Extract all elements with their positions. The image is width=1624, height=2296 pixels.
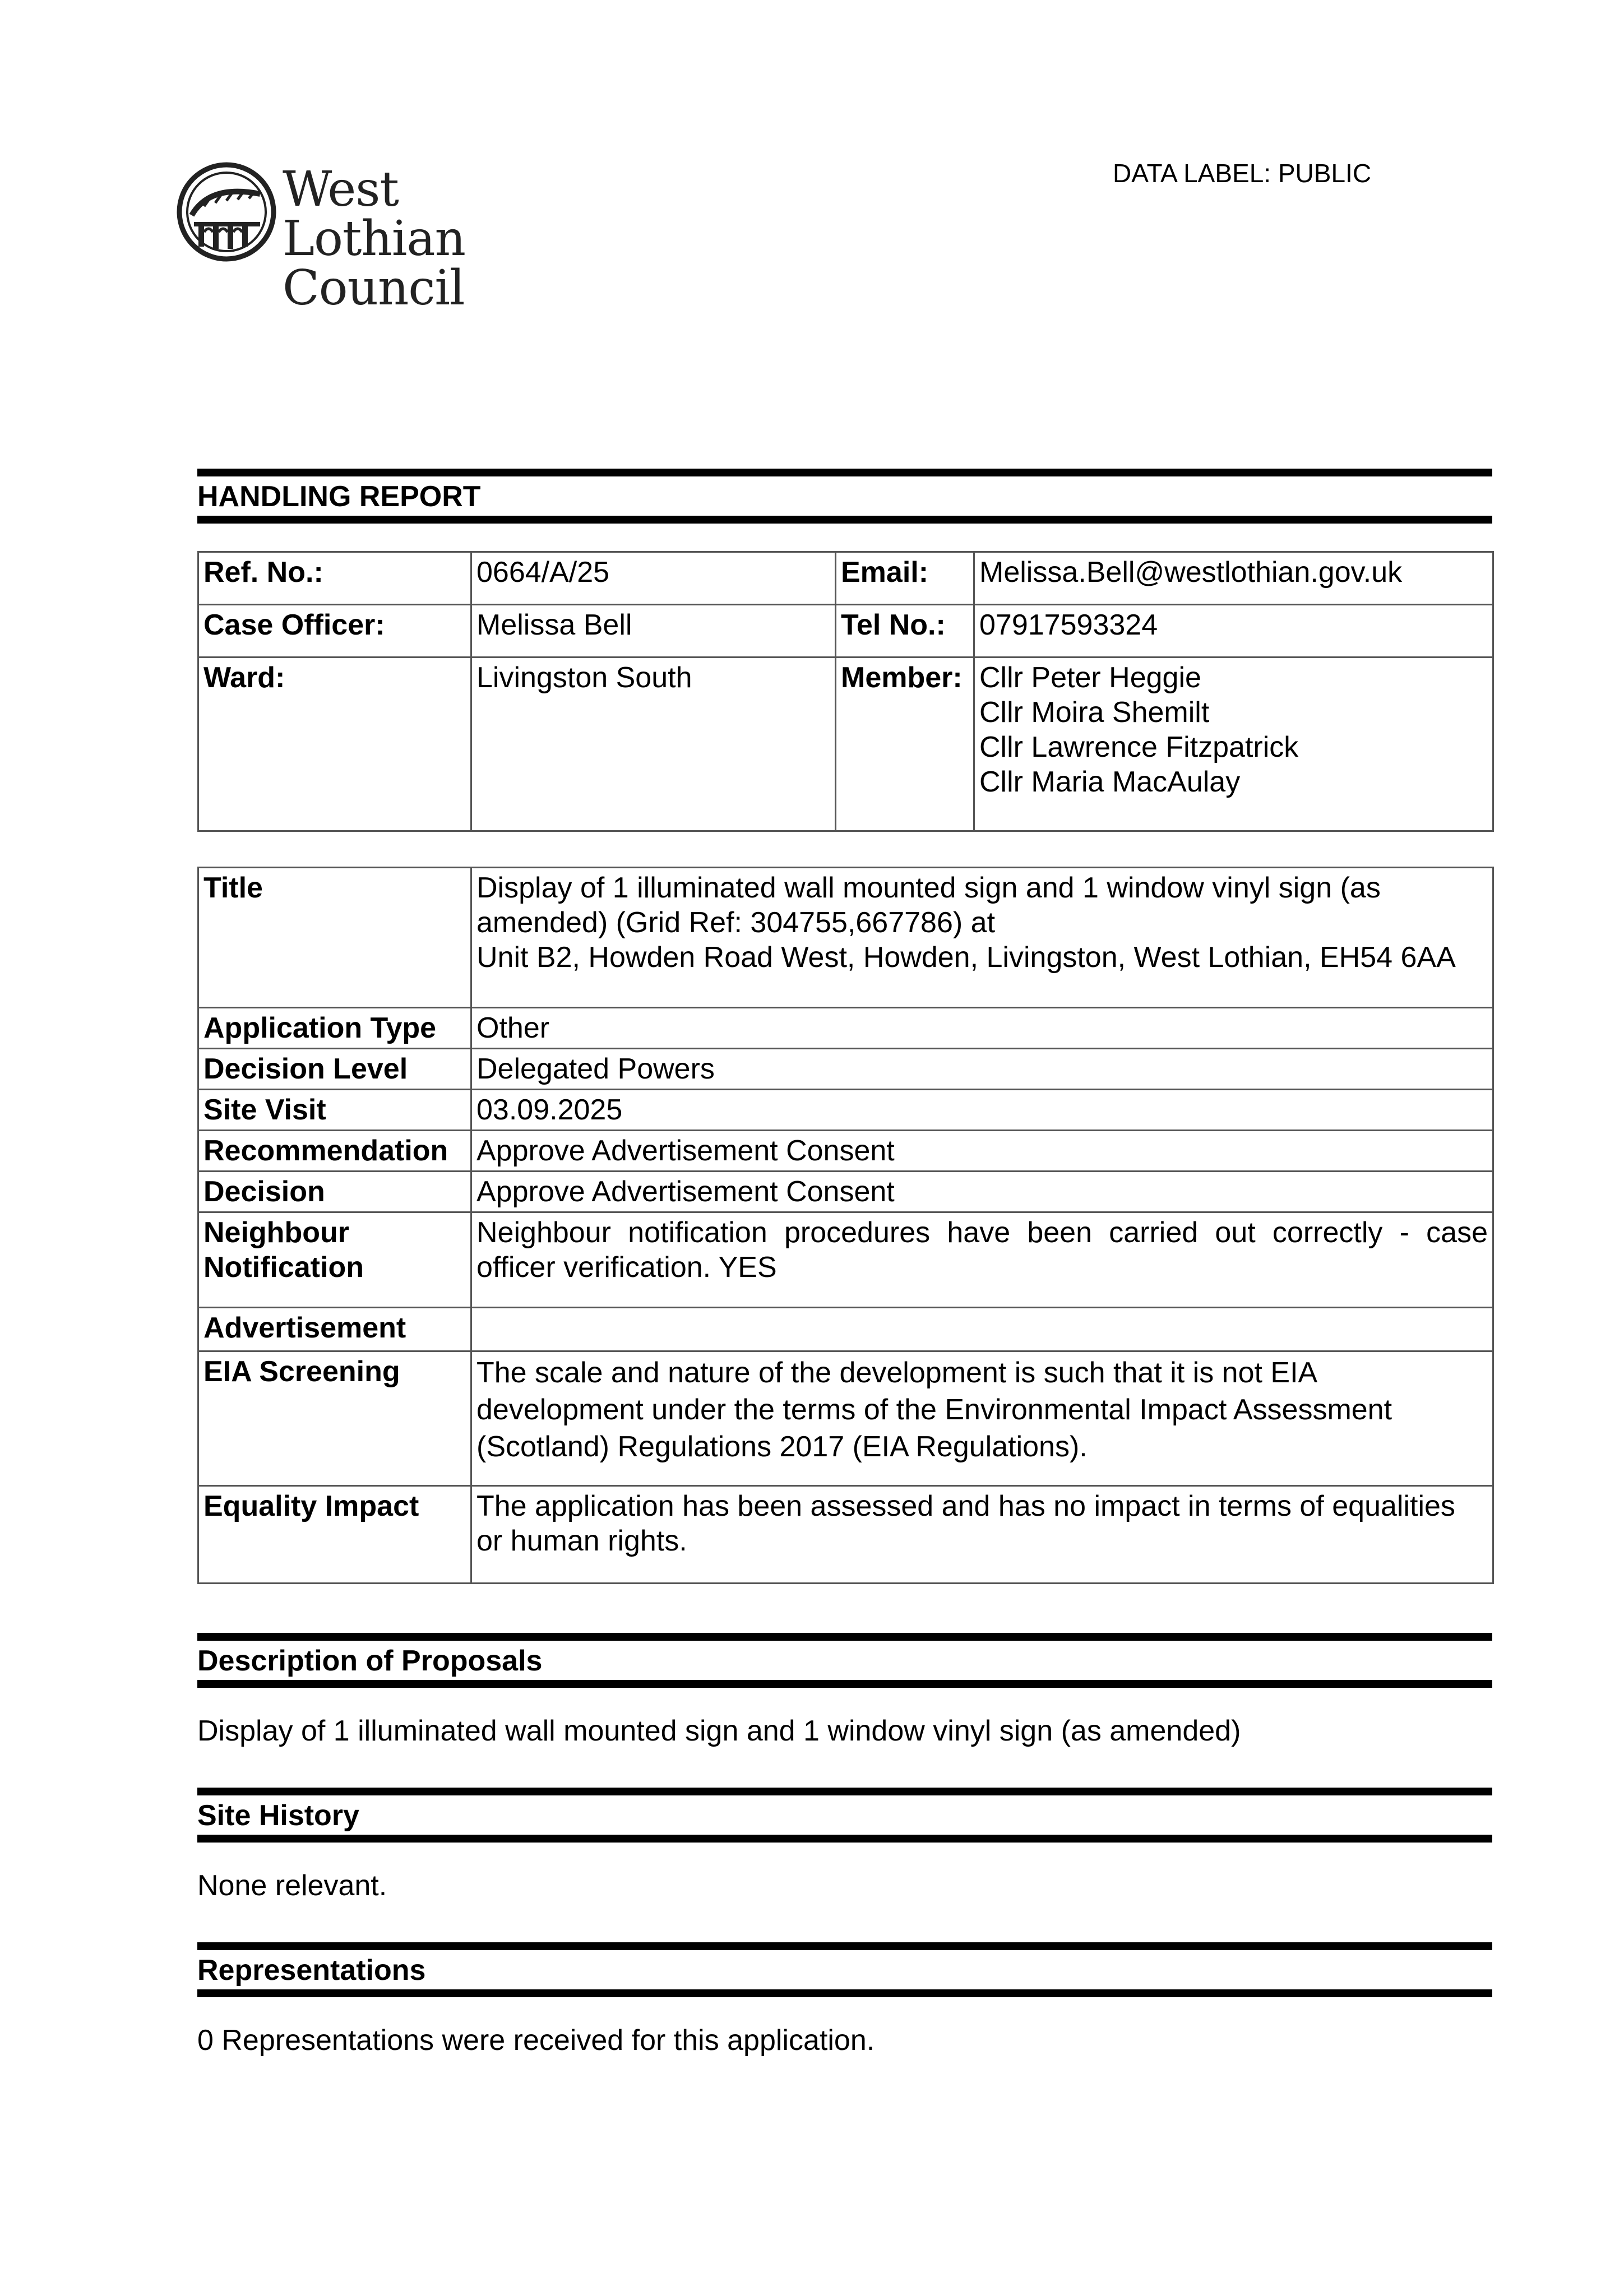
officer-table xyxy=(197,551,1494,832)
member-name: Cllr Moira Shemilt xyxy=(979,696,1210,729)
rule-top xyxy=(197,1633,1492,1641)
ref-label: Ref. No.: xyxy=(198,552,471,605)
decision-label: Decision xyxy=(198,1172,471,1212)
description-title: Description of Proposals xyxy=(197,1645,543,1677)
site-visit-value: 03.09.2025 xyxy=(471,1090,1493,1131)
email-label: Email: xyxy=(836,552,974,605)
rule-top xyxy=(197,469,1492,476)
table-row xyxy=(198,1308,1493,1351)
site-history-heading xyxy=(197,1788,1492,1843)
table-row xyxy=(198,1008,1493,1049)
logo-line-1: West Lothian xyxy=(283,161,465,267)
member-list xyxy=(974,658,1493,831)
representations-title: Representations xyxy=(197,1954,426,1987)
tel-value: 07917593324 xyxy=(974,605,1493,658)
data-label: DATA LABEL: PUBLIC xyxy=(1113,159,1372,188)
table-row xyxy=(198,1172,1493,1212)
case-officer-label: Case Officer: xyxy=(198,605,471,658)
table-row xyxy=(198,552,1493,605)
member-name: Cllr Peter Heggie xyxy=(979,661,1201,694)
rule-bottom xyxy=(197,516,1492,524)
eia-screening-label: EIA Screening xyxy=(198,1351,471,1486)
rule-bottom xyxy=(197,1989,1492,1997)
table-row xyxy=(198,1131,1493,1172)
site-visit-label: Site Visit xyxy=(198,1090,471,1131)
tel-label: Tel No.: xyxy=(836,605,974,658)
rule-bottom xyxy=(197,1680,1492,1688)
member-name: Cllr Maria MacAulay xyxy=(979,766,1241,798)
rule-bottom xyxy=(197,1835,1492,1843)
table-row xyxy=(198,868,1493,1008)
council-logo xyxy=(176,161,557,316)
recommendation-value: Approve Advertisement Consent xyxy=(471,1131,1493,1172)
application-type-label: Application Type xyxy=(198,1008,471,1049)
neighbour-notification-label xyxy=(198,1212,471,1308)
decision-value: Approve Advertisement Consent xyxy=(471,1172,1493,1212)
title-value-line-2: Unit B2, Howden Road West, Howden, Livingston, West Lothian, EH54 6AA xyxy=(476,941,1456,974)
site-history-title: Site History xyxy=(197,1799,359,1832)
rule-top xyxy=(197,1788,1492,1795)
application-type-value: Other xyxy=(471,1008,1493,1049)
table-row xyxy=(198,1486,1493,1584)
advertisement-value xyxy=(471,1308,1493,1351)
logo-line-2: Council xyxy=(283,260,465,316)
representations-heading xyxy=(197,1942,1492,1997)
neighbour-label-line-2: Notification xyxy=(203,1251,364,1284)
handling-report-title: HANDLING REPORT xyxy=(197,480,481,513)
member-name: Cllr Lawrence Fitzpatrick xyxy=(979,731,1299,763)
decision-level-value: Delegated Powers xyxy=(471,1049,1493,1090)
table-row xyxy=(198,605,1493,658)
table-row xyxy=(198,1212,1493,1308)
decision-level-label: Decision Level xyxy=(198,1049,471,1090)
neighbour-label-line-1: Neighbour xyxy=(203,1216,349,1249)
recommendation-label: Recommendation xyxy=(198,1131,471,1172)
handling-report-heading xyxy=(197,469,1492,524)
member-label: Member: xyxy=(836,658,974,831)
table-row xyxy=(198,1090,1493,1131)
ward-value: Livingston South xyxy=(471,658,836,831)
email-value: Melissa.Bell@westlothian.gov.uk xyxy=(974,552,1493,605)
details-table xyxy=(197,867,1494,1584)
table-row xyxy=(198,1351,1493,1486)
description-heading xyxy=(197,1633,1492,1688)
representations-text: 0 Representations were received for this application. xyxy=(197,2024,875,2057)
site-history-text: None relevant. xyxy=(197,1869,387,1902)
equality-impact-label: Equality Impact xyxy=(198,1486,471,1584)
title-label: Title xyxy=(198,868,471,1008)
neighbour-notification-value: Neighbour notification procedures have been carried out correctly - case officer verification. YES xyxy=(471,1212,1493,1308)
logo-wordmark xyxy=(283,161,557,316)
equality-impact-value: The application has been assessed and has no impact in terms of equalities or human rights. xyxy=(471,1486,1493,1584)
case-officer-value: Melissa Bell xyxy=(471,605,836,658)
eia-screening-value: The scale and nature of the development is such that it is not EIA development under the terms of the Environmental Impact Assessment (Scotland) Regulations 2017 (EIA Regulations). xyxy=(471,1351,1493,1486)
table-row xyxy=(198,658,1493,831)
table-row xyxy=(198,1049,1493,1090)
viaduct-seal-icon xyxy=(176,161,277,262)
advertisement-label: Advertisement xyxy=(198,1308,471,1351)
ward-label: Ward: xyxy=(198,658,471,831)
description-text: Display of 1 illuminated wall mounted sign and 1 window vinyl sign (as amended) xyxy=(197,1715,1241,1747)
title-value-line-1: Display of 1 illuminated wall mounted sign and 1 window vinyl sign (as amended) (Grid Ref: 304755,667786) at xyxy=(476,872,1381,939)
ref-value: 0664/A/25 xyxy=(471,552,836,605)
title-value xyxy=(471,868,1493,1008)
rule-top xyxy=(197,1942,1492,1950)
